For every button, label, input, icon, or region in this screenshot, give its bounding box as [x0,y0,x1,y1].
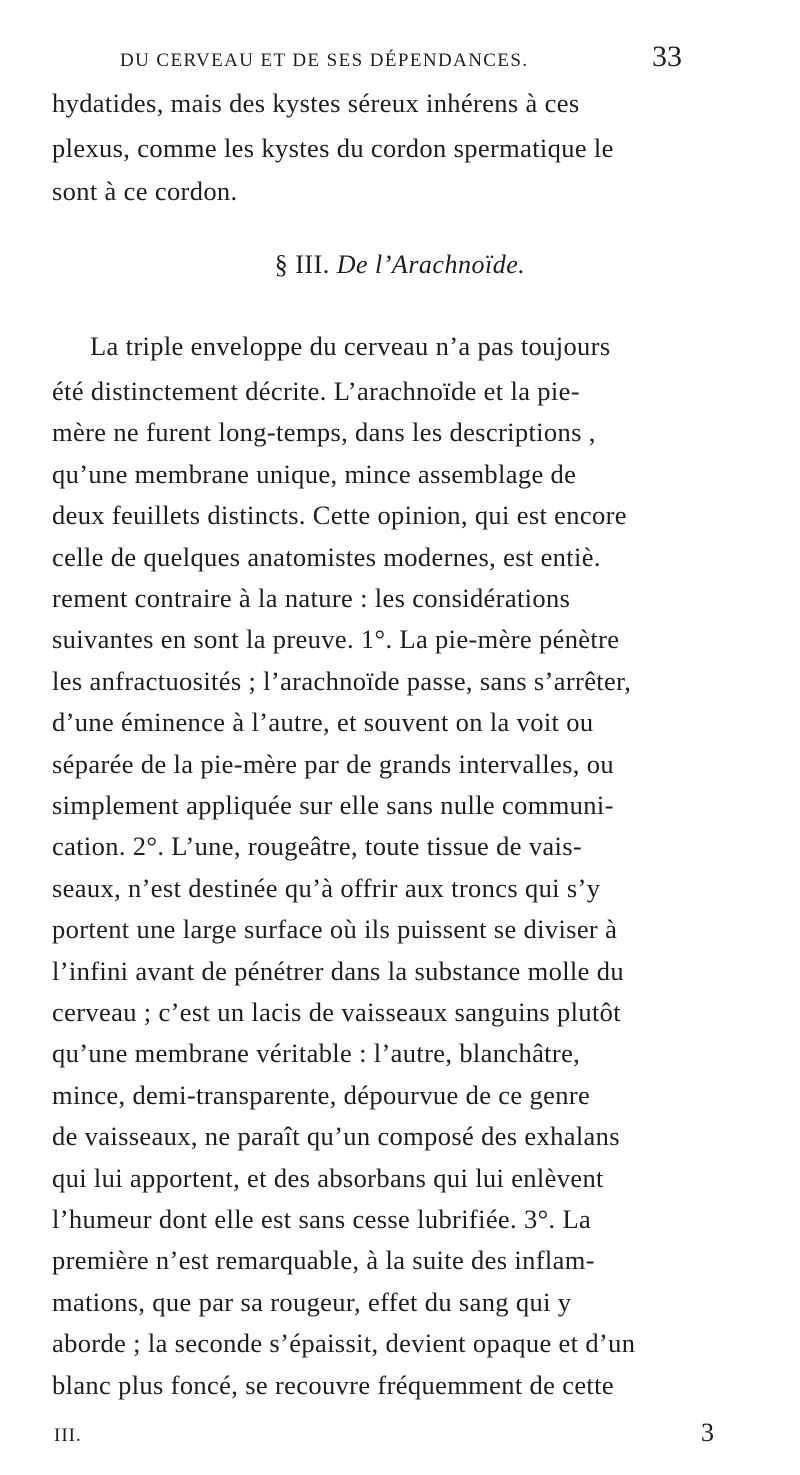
section-title: De l’Arachnoïde. [336,250,526,279]
text-line: qu’une membrane unique, mince assemblage de [52,458,577,489]
text-line: hydatides, mais des kystes séreux inhérens à ces [52,88,580,118]
text-line: aborde ; la seconde s’épaissit, devient opaque et d’un [52,1328,636,1359]
text-line: séparée de la pie-mère par de grands intervalles, ou [52,748,614,779]
text-line: deux feuillets distincts. Cette opinion, qui est encore [52,500,627,531]
text-line: les anfractuosités ; l’arachnoïde passe, sans s’arrêter, [52,665,632,696]
page-number: 33 [652,40,682,73]
text-line: mations, que par sa rougeur, effet du sang qui y [52,1286,572,1317]
text-line: cerveau ; c’est un lacis de vaisseaux sanguins plutôt [52,997,621,1027]
text-line: rement contraire à la nature : les considérations [52,583,571,613]
running-head [120,40,682,74]
text-line: été distinctement décrite. L’arachnoïde et la pie- [52,376,580,406]
running-title: DU CERVEAU ET DE SES DÉPENDANCES. [120,50,529,71]
text-line: d’une éminence à l’autre, et souvent on la voit ou [52,707,594,738]
text-line: sont à ce cordon. [52,176,238,206]
text-line: mère ne furent long-temps, dans les descriptions , [52,417,596,448]
text-line: portent une large surface où ils puissent se diviser à [52,914,618,945]
text-line: seaux, n’est destinée qu’à offrir aux troncs qui s’y [52,872,601,903]
text-line: cation. 2°. L’une, rougeâtre, toute tissue de vais- [52,831,583,862]
text-line: blanc plus foncé, se recouvre fréquemment de cette [52,1369,614,1400]
text-line: simplement appliquée sur elle sans nulle communi- [52,790,614,820]
text-line: qui lui apportent, et des absorbans qui lui enlèvent [52,1162,604,1193]
text-line: mince, demi-transparente, dépourvue de ce genre [52,1079,591,1110]
text-line: La triple enveloppe du cerveau n’a pas toujours [90,331,611,361]
text-line: première n’est remarquable, à la suite des inflam- [52,1245,595,1276]
text-line: l’infini avant de pénétrer dans la substance molle du [52,955,624,986]
text-line: suivantes en sont la preuve. 1°. La pie-mère pénètre [52,624,620,655]
text-line: l’humeur dont elle est sans cesse lubrifiée. 3°. La [52,1204,592,1234]
signature-number: 3 [701,1418,714,1447]
text-line: celle de quelques anatomistes modernes, est entiè. [52,541,601,572]
section-number: § III. [274,250,330,279]
text-line: qu’une membrane véritable : l’autre, blanchâtre, [52,1038,581,1069]
text-line: plexus, comme les kystes du cordon spermatique le [52,133,614,163]
text-line: de vaisseaux, ne paraît qu’un composé des exhalans [52,1121,620,1152]
signature-mark: III. [54,1425,82,1446]
section-heading [0,250,800,280]
